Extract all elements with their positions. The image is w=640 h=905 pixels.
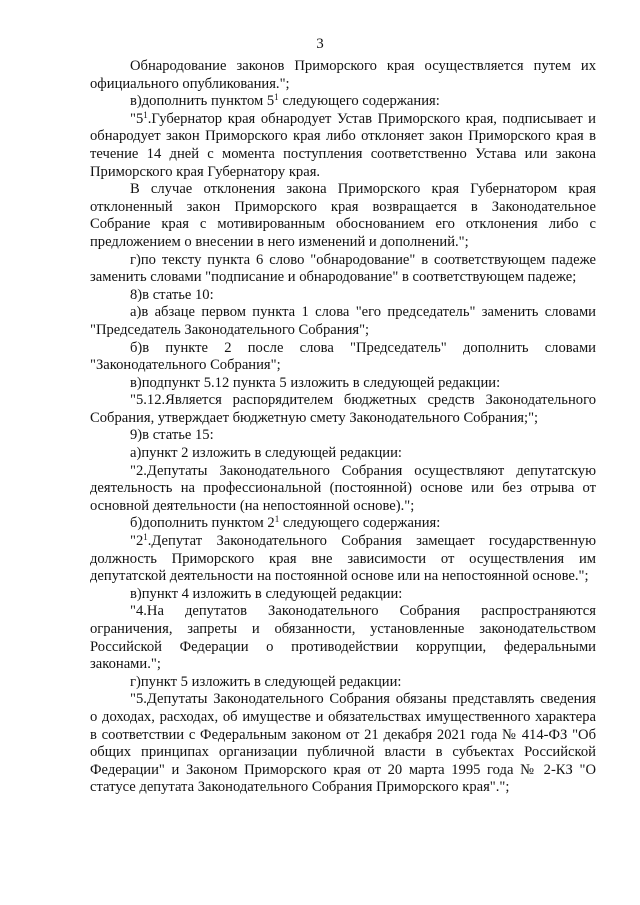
paragraph: г)пункт 5 изложить в следующей редакции: (130, 673, 402, 690)
paragraph: "4.На депутатов Законодательного Собрания распространяются ограничения, запреты и обязанности, установленные законодательством Российской Федерации о противодействии коррупции, федеральными законами."; (90, 603, 596, 673)
paragraph: 9)в статье 15: (130, 427, 214, 444)
paragraph: "2.Депутаты Законодательного Собрания осуществляют депутатскую деятельность на профессиональной (постоянной) основе или без отрыва от основной деятельности (на непостоянной основе)."; (90, 462, 596, 514)
paragraph: а)пункт 2 изложить в следующей редакции: (130, 445, 402, 462)
paragraph: "$5^1.Губернатор$ края обнародует Устав Приморского края, подписывает и обнародует закон Приморского края либо отклоняет закон Приморского края в течение 14 дней с момента поступления соответственно Устава или закона Приморского края Губернатору края. (90, 109, 596, 180)
paragraph: "5.Депутаты Законодательного Собрания обязаны представлять сведения о доходах, расходах, об имуществе и обязательствах имущественного характера в соответствии с Федеральным законом от 21 декабря 2021 года № 414-ФЗ "Об общих принципах организации публичной власти в субъектах Российской Федерации" и Законом Приморского края от 20 марта 1995 года № 2-КЗ "О статусе депутата Законодательного Собрания Приморского края"."; (90, 691, 596, 796)
page-number: 3 (316, 36, 324, 52)
paragraph: В случае отклонения закона Приморского края Губернатором края отклоненный закон Приморского края возвращается в Законодательное Собрание края с мотивированным обоснованием его отклонения либо с предложением о внесении в него изменений и дополнений."; (90, 181, 596, 250)
paragraph: в)дополнить пунктом $5^1$ следующего содержания: (130, 92, 440, 110)
paragraph: б)в пункте 2 после слова "Председатель" дополнить словами "Законодательного Собрания"; (90, 339, 596, 374)
document-body (90, 58, 596, 797)
paragraph: а)в абзаце первом пункта 1 слова "его председатель" заменить словами "Председатель Законодательного Собрания"; (90, 304, 596, 338)
paragraph: в)пункт 4 изложить в следующей редакции: (130, 585, 403, 602)
paragraph: в)подпункт 5.12 пункта 5 изложить в следующей редакции: (130, 374, 501, 391)
paragraph: "5.12.Является распорядителем бюджетных средств Законодательного Собрания, утверждает бюджетную смету Законодательного Собрания;"; (90, 392, 596, 426)
paragraph: "$2^1.Депутат$ Законодательного Собрания замещает государственную должность Приморского края вне зависимости от осуществления им депутатской деятельности на постоянной основе или на непостоянной основе."; (90, 532, 596, 585)
paragraph: б)дополнить пунктом $2^1$ следующего содержания: (130, 514, 441, 532)
paragraph: 8)в статье 10: (130, 286, 214, 303)
paragraph: г)по тексту пункта 6 слово "обнародование" в соответствующем падеже заменить словами "подписание и обнародование" в соответствующем падеже; (90, 251, 596, 286)
paragraph: Обнародование законов Приморского края осуществляется путем их официального опубликования."; (90, 58, 596, 92)
